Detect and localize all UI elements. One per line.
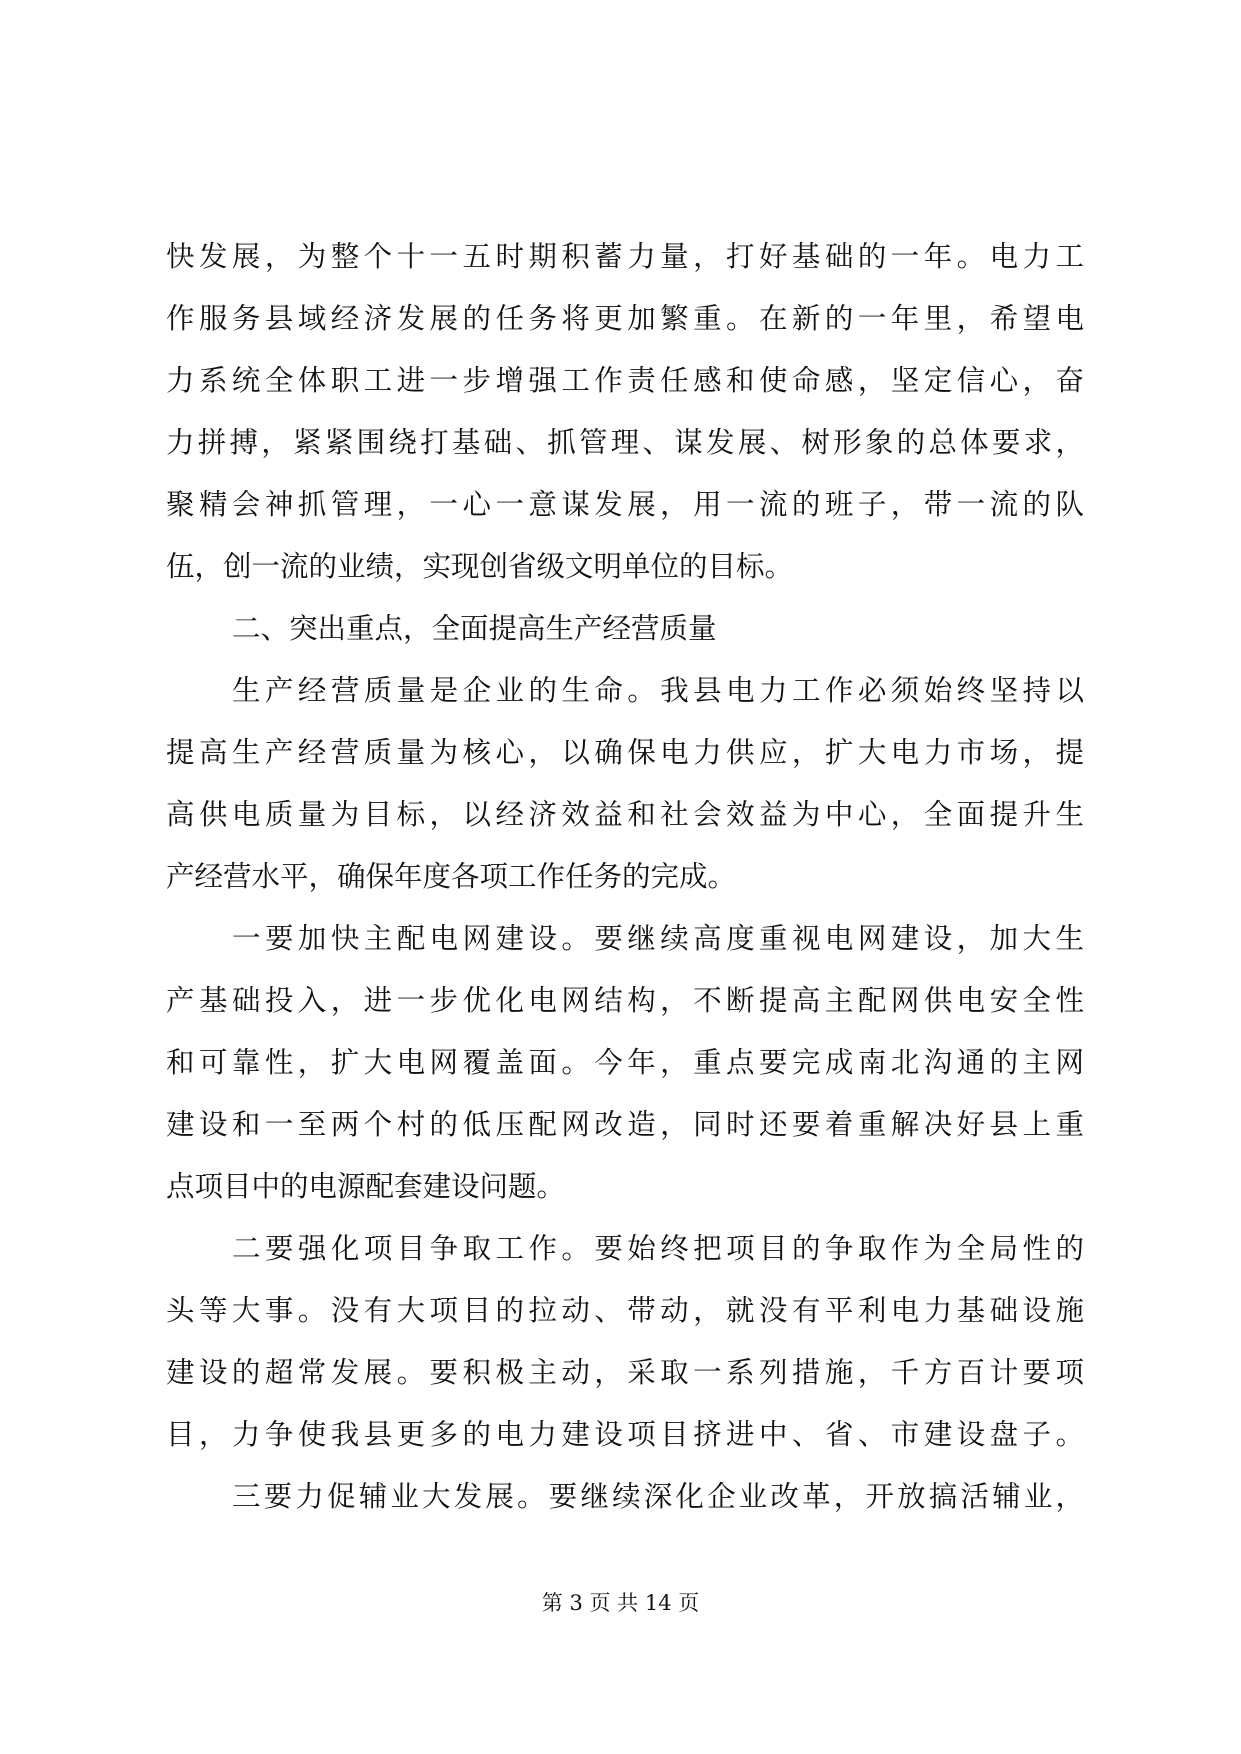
text-line: 生产经营质量是企业的生命。我县电力工作必须始终坚持以 — [232, 674, 1084, 707]
text-line: 聚精会神抓管理，一心一意谋发展，用一流的班子，带一流的队 — [166, 488, 1084, 521]
text-line: 建设的超常发展。要积极主动，采取一系列措施，千方百计要项 — [166, 1356, 1084, 1389]
text-line: 快发展，为整个十一五时期积蓄力量，打好基础的一年。电力工 — [166, 240, 1084, 273]
text-line: 和可靠性，扩大电网覆盖面。今年，重点要完成南北沟通的主网 — [166, 1046, 1084, 1079]
text-line: 一要加快主配电网建设。要继续高度重视电网建设，加大生 — [232, 922, 1084, 955]
text-line: 头等大事。没有大项目的拉动、带动，就没有平利电力基础设施 — [166, 1294, 1084, 1327]
text-line: 产基础投入，进一步优化电网结构，不断提高主配网供电安全性 — [166, 984, 1084, 1017]
document-body — [166, 226, 1084, 1528]
text-line: 伍，创一流的业绩，实现创省级文明单位的目标。 — [166, 550, 794, 583]
text-line: 提高生产经营质量为核心，以确保电力供应，扩大电力市场，提 — [166, 736, 1084, 769]
text-line: 目，力争使我县更多的电力建设项目挤进中、省、市建设盘子。 — [166, 1418, 1084, 1451]
text-line: 力系统全体职工进一步增强工作责任感和使命感，坚定信心，奋 — [166, 364, 1084, 397]
text-line: 产经营水平，确保年度各项工作任务的完成。 — [166, 860, 737, 893]
section-heading: 二、突出重点，全面提高生产经营质量 — [232, 612, 717, 645]
text-line: 点项目中的电源配套建设问题。 — [166, 1170, 566, 1203]
text-line: 三要力促辅业大发展。要继续深化企业改革，开放搞活辅业， — [232, 1480, 1084, 1513]
text-line: 高供电质量为目标，以经济效益和社会效益为中心，全面提升生 — [166, 798, 1084, 831]
text-line: 力拼搏，紧紧围绕打基础、抓管理、谋发展、树形象的总体要求， — [166, 426, 1084, 459]
text-line: 二要强化项目争取工作。要始终把项目的争取作为全局性的 — [232, 1232, 1084, 1265]
text-line: 作服务县域经济发展的任务将更加繁重。在新的一年里，希望电 — [166, 302, 1084, 335]
text-line: 建设和一至两个村的低压配网改造，同时还要着重解决好县上重 — [166, 1108, 1084, 1141]
page-footer: 第 3 页 共 14 页 — [541, 1591, 700, 1615]
